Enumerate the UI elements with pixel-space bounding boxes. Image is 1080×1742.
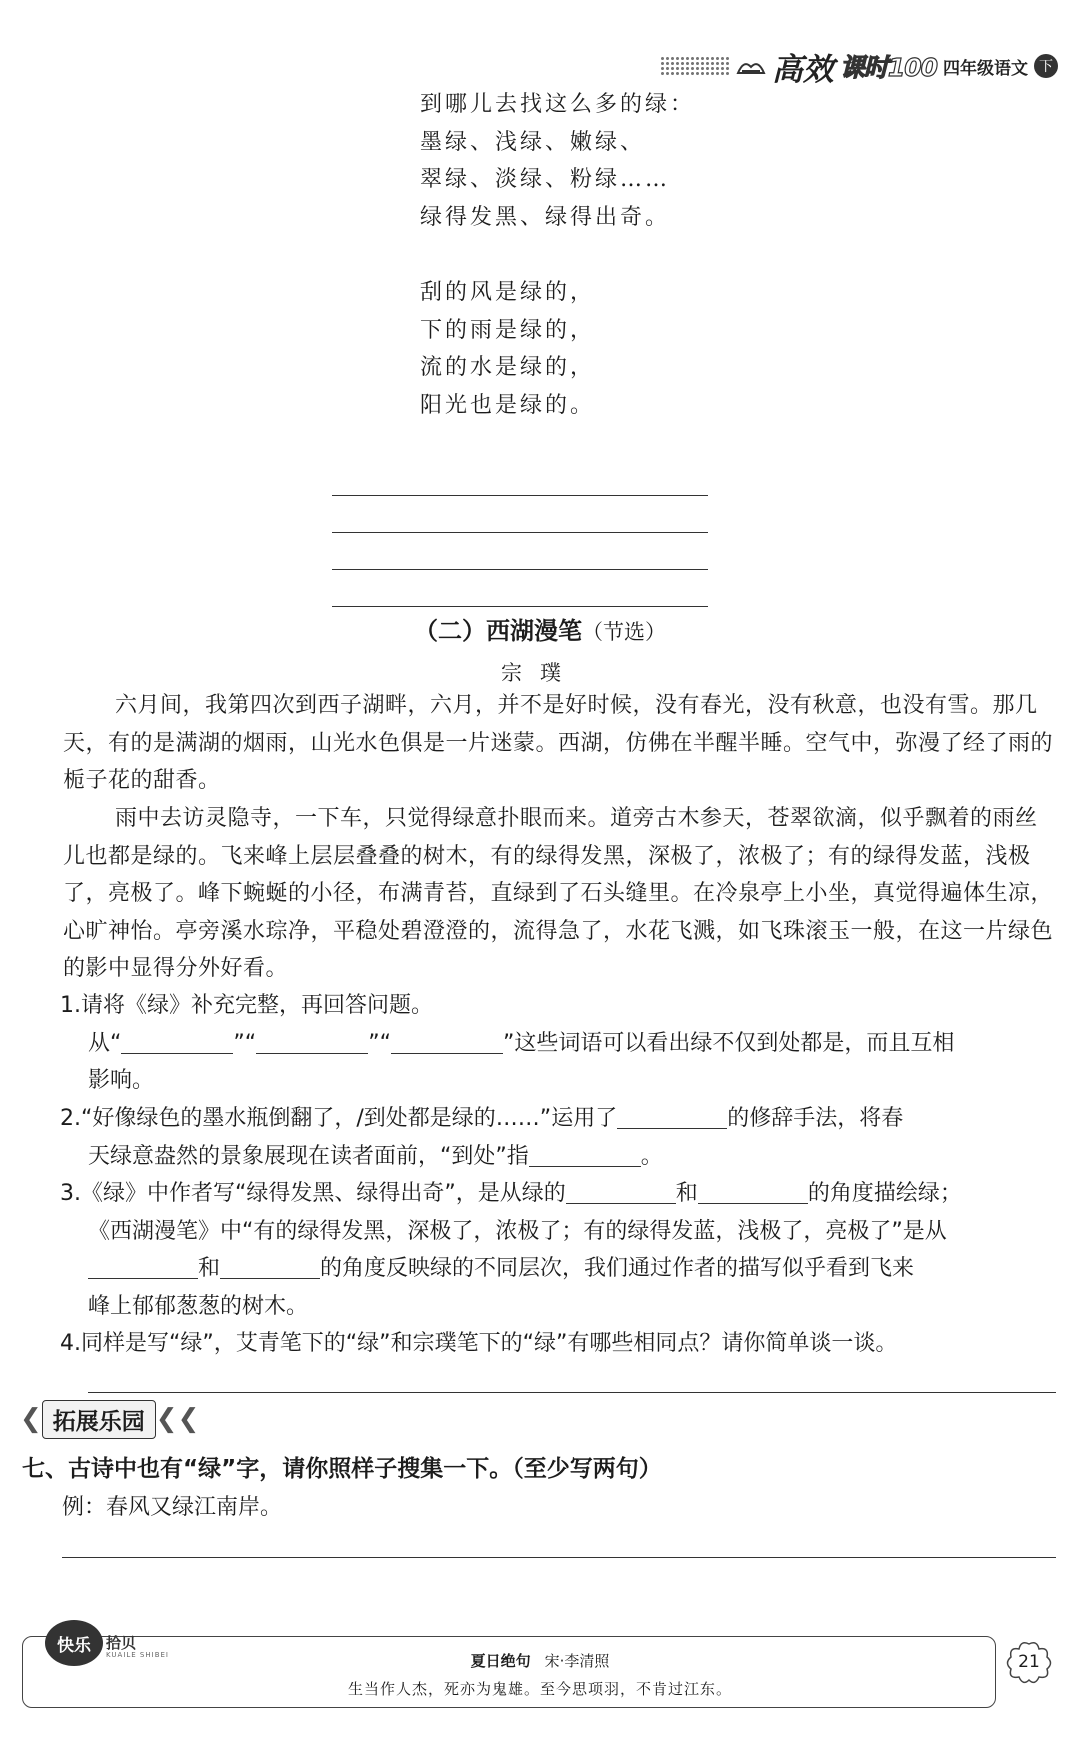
answer-blank[interactable] [566,1179,676,1204]
poem-line: 到哪儿去找这么多的绿： [420,92,696,117]
passage-paragraph-1: 六月间，我第四次到西子湖畔，六月，并不是好时候，没有春光，没有秋意，也没有雪。那几天，有的是满湖的烟雨，山光水色俱是一片迷蒙。西湖，仿佛在半醒半睡。空气中，弥漫了经了雨的栀子花的甜香。 [63,693,1054,793]
section-title: 拓展乐园 [42,1400,156,1439]
passage-author: 宗璞 [501,661,579,685]
answer-blank[interactable] [121,1029,233,1054]
footer-poem-line: 生当作人杰，死亦为鬼雄。至今思项羽，不肯过江东。 [347,1680,732,1698]
book-logo-icon [736,55,766,77]
poem-line: 阳光也是绿的。 [420,392,596,418]
question-7-example: 例：春风又绿江南岸。 [62,1495,283,1520]
question-1-prompt: 1.请将《绿》补充完整，再回答问题。 [60,993,433,1018]
passage-title-note: （节选） [582,620,666,644]
poem-stanza-2 [420,275,595,425]
poem-line: 刮的风是绿的， [420,280,596,305]
page-header [660,46,1058,86]
passage-title-main: （二）西湖漫笔 [414,617,582,645]
question-7: 七、古诗中也有“绿”字，请你照样子搜集一下。（至少写两句） [22,1456,662,1482]
header-dot-pattern [660,56,730,76]
question-4-answer-line[interactable] [88,1392,1056,1393]
volume-badge: 下 [1034,54,1058,78]
footer-badge: 快乐 [45,1620,103,1666]
page-number: 21 [1004,1640,1054,1686]
brand-course: 课时100 [839,53,937,82]
grade-label: 四年级语文 [943,58,1028,79]
chevron-left-icon: ❮❮ [155,1404,200,1434]
footer-label-sub: KUAILE SHIBEI [106,1651,169,1659]
poem-answer-line-1[interactable] [332,495,708,496]
answer-blank[interactable] [698,1179,808,1204]
answer-blank[interactable] [529,1142,641,1167]
footer-poem-author: 宋·李清照 [544,1652,610,1670]
question-3: 3.《绿》中作者写“绿得发黑、绿得出奇”，是从绿的 和 的角度描绘绿； 《西湖漫笔》中“有的绿得发黑，深极了，浓极了；有的绿得发蓝，浅极了，亮极了”是从 和 的角度反映绿的不同层次，我们通过作者的描写似乎看到飞来 峰上郁郁葱葱的树木。 [60,1181,962,1319]
answer-blank[interactable] [88,1254,198,1279]
poem-answer-line-4[interactable] [332,606,708,607]
question-1 [60,987,1060,1100]
poem-line: 下的雨是绿的， [420,317,596,343]
footer-poem-heading [0,1650,1080,1671]
chevron-right-icon: ❮ [20,1404,42,1434]
footer-poem-title: 夏日绝句 [470,1652,531,1670]
poem-line: 墨绿、浅绿、嫩绿、 [420,129,646,155]
poem-stanza-1 [420,87,695,237]
poem-answer-line-2[interactable] [332,532,708,533]
question-4: 4.同样是写“绿”，艾青笔下的“绿”和宗璞笔下的“绿”有哪些相同点？请你简单谈一谈。 [60,1331,898,1356]
passage-title [0,611,1080,646]
question-7-answer-line[interactable] [62,1557,1056,1558]
answer-blank[interactable] [617,1104,727,1129]
answer-blank[interactable] [220,1254,320,1279]
question-2: 2.“好像绿色的墨水瓶倒翻了，/到处都是绿的……”运用了 的修辞手法，将春 天绿意盎然的景象展现在读者面前，“到处”指 。 [60,1106,904,1169]
question-1-line3: 影响。 [88,1068,155,1093]
passage-paragraph-2: 雨中去访灵隐寺，一下车，只觉得绿意扑眼而来。道旁古木参天，苍翠欲滴，似乎飘着的雨丝儿也都是绿的。飞来峰上层层叠叠的树木，有的绿得发黑，深极了，浓极了；有的绿得发蓝，浅极了，亮极了。峰下蜿蜒的小径，布满青苔，直绿到了石头缝里。在冷泉亭上小坐，真觉得遍体生凉，心旷神怡。亭旁溪水琮净，平稳处碧澄澄的，流得急了，水花飞溅，如飞珠滚玉一般，在这一片绿色的影中显得分外好看。 [63,806,1054,981]
section-banner [20,1402,199,1436]
poem-line: 流的水是绿的， [420,355,596,380]
poem-line: 翠绿、淡绿、粉绿…… [420,167,671,192]
question-1-fill: 从“ ”“ ”“ ”这些词语可以看出绿不仅到处都是，而且互相 [88,1030,955,1056]
answer-blank[interactable] [391,1029,503,1054]
answer-blank[interactable] [256,1029,368,1054]
brand-main: 高效 [771,51,834,88]
footer-label: 拾贝 [106,1634,137,1652]
poem-line: 绿得发黑、绿得出奇。 [420,204,671,230]
poem-answer-line-3[interactable] [332,569,708,570]
